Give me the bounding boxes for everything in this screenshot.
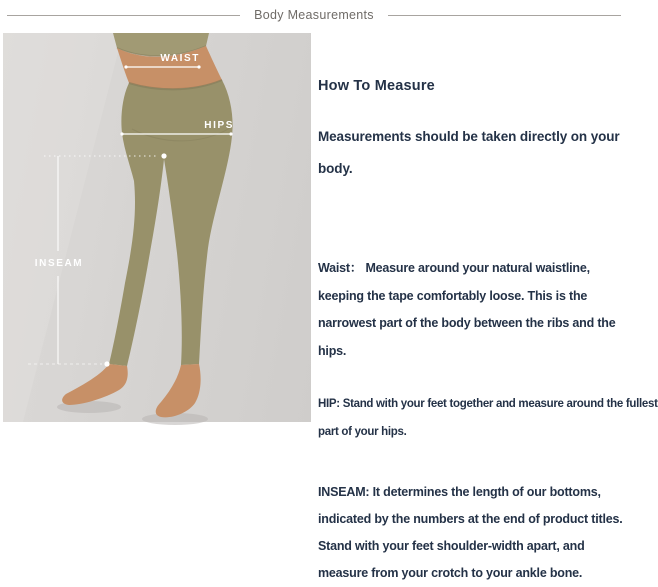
header-rule-left: [7, 15, 240, 16]
how-to-measure-heading: How To Measure: [318, 78, 435, 94]
how-to-measure-content: [318, 78, 658, 587]
inseam-line: Stand with your feet shoulder-width apart, and: [318, 539, 585, 554]
hip-line: HIP: Stand with your feet together and measure around the fullest: [318, 398, 658, 411]
header-rule-right: [388, 15, 621, 16]
measurement-photo: [3, 33, 311, 422]
waist-line: Waist： Measure around your natural waistline,: [318, 261, 590, 276]
intro-line: Measurements should be taken directly on your: [318, 129, 620, 145]
inseam-line: measure from your crotch to your ankle bone.: [318, 566, 583, 581]
inseam-line: INSEAM: It determines the length of our bottoms,: [318, 485, 601, 500]
waist-line: hips.: [318, 343, 347, 358]
section-title: Body Measurements: [254, 8, 374, 22]
inseam-label: INSEAM: [34, 258, 84, 269]
hips-label: HIPS: [204, 120, 234, 131]
inseam-paragraph: [318, 479, 623, 587]
waist-paragraph: [318, 255, 620, 365]
hip-line: part of your hips.: [318, 425, 407, 438]
section-header: [0, 8, 628, 22]
model-illustration: [3, 33, 311, 422]
intro-line: body.: [318, 161, 353, 177]
inseam-line: indicated by the numbers at the end of product titles.: [318, 512, 623, 527]
hip-paragraph: [318, 391, 658, 446]
intro-paragraph: [318, 121, 620, 185]
waist-label: WAIST: [160, 53, 200, 64]
waist-line: keeping the tape comfortably loose. This is the: [318, 288, 588, 303]
waist-line: narrowest part of the body between the ribs and the: [318, 316, 616, 331]
